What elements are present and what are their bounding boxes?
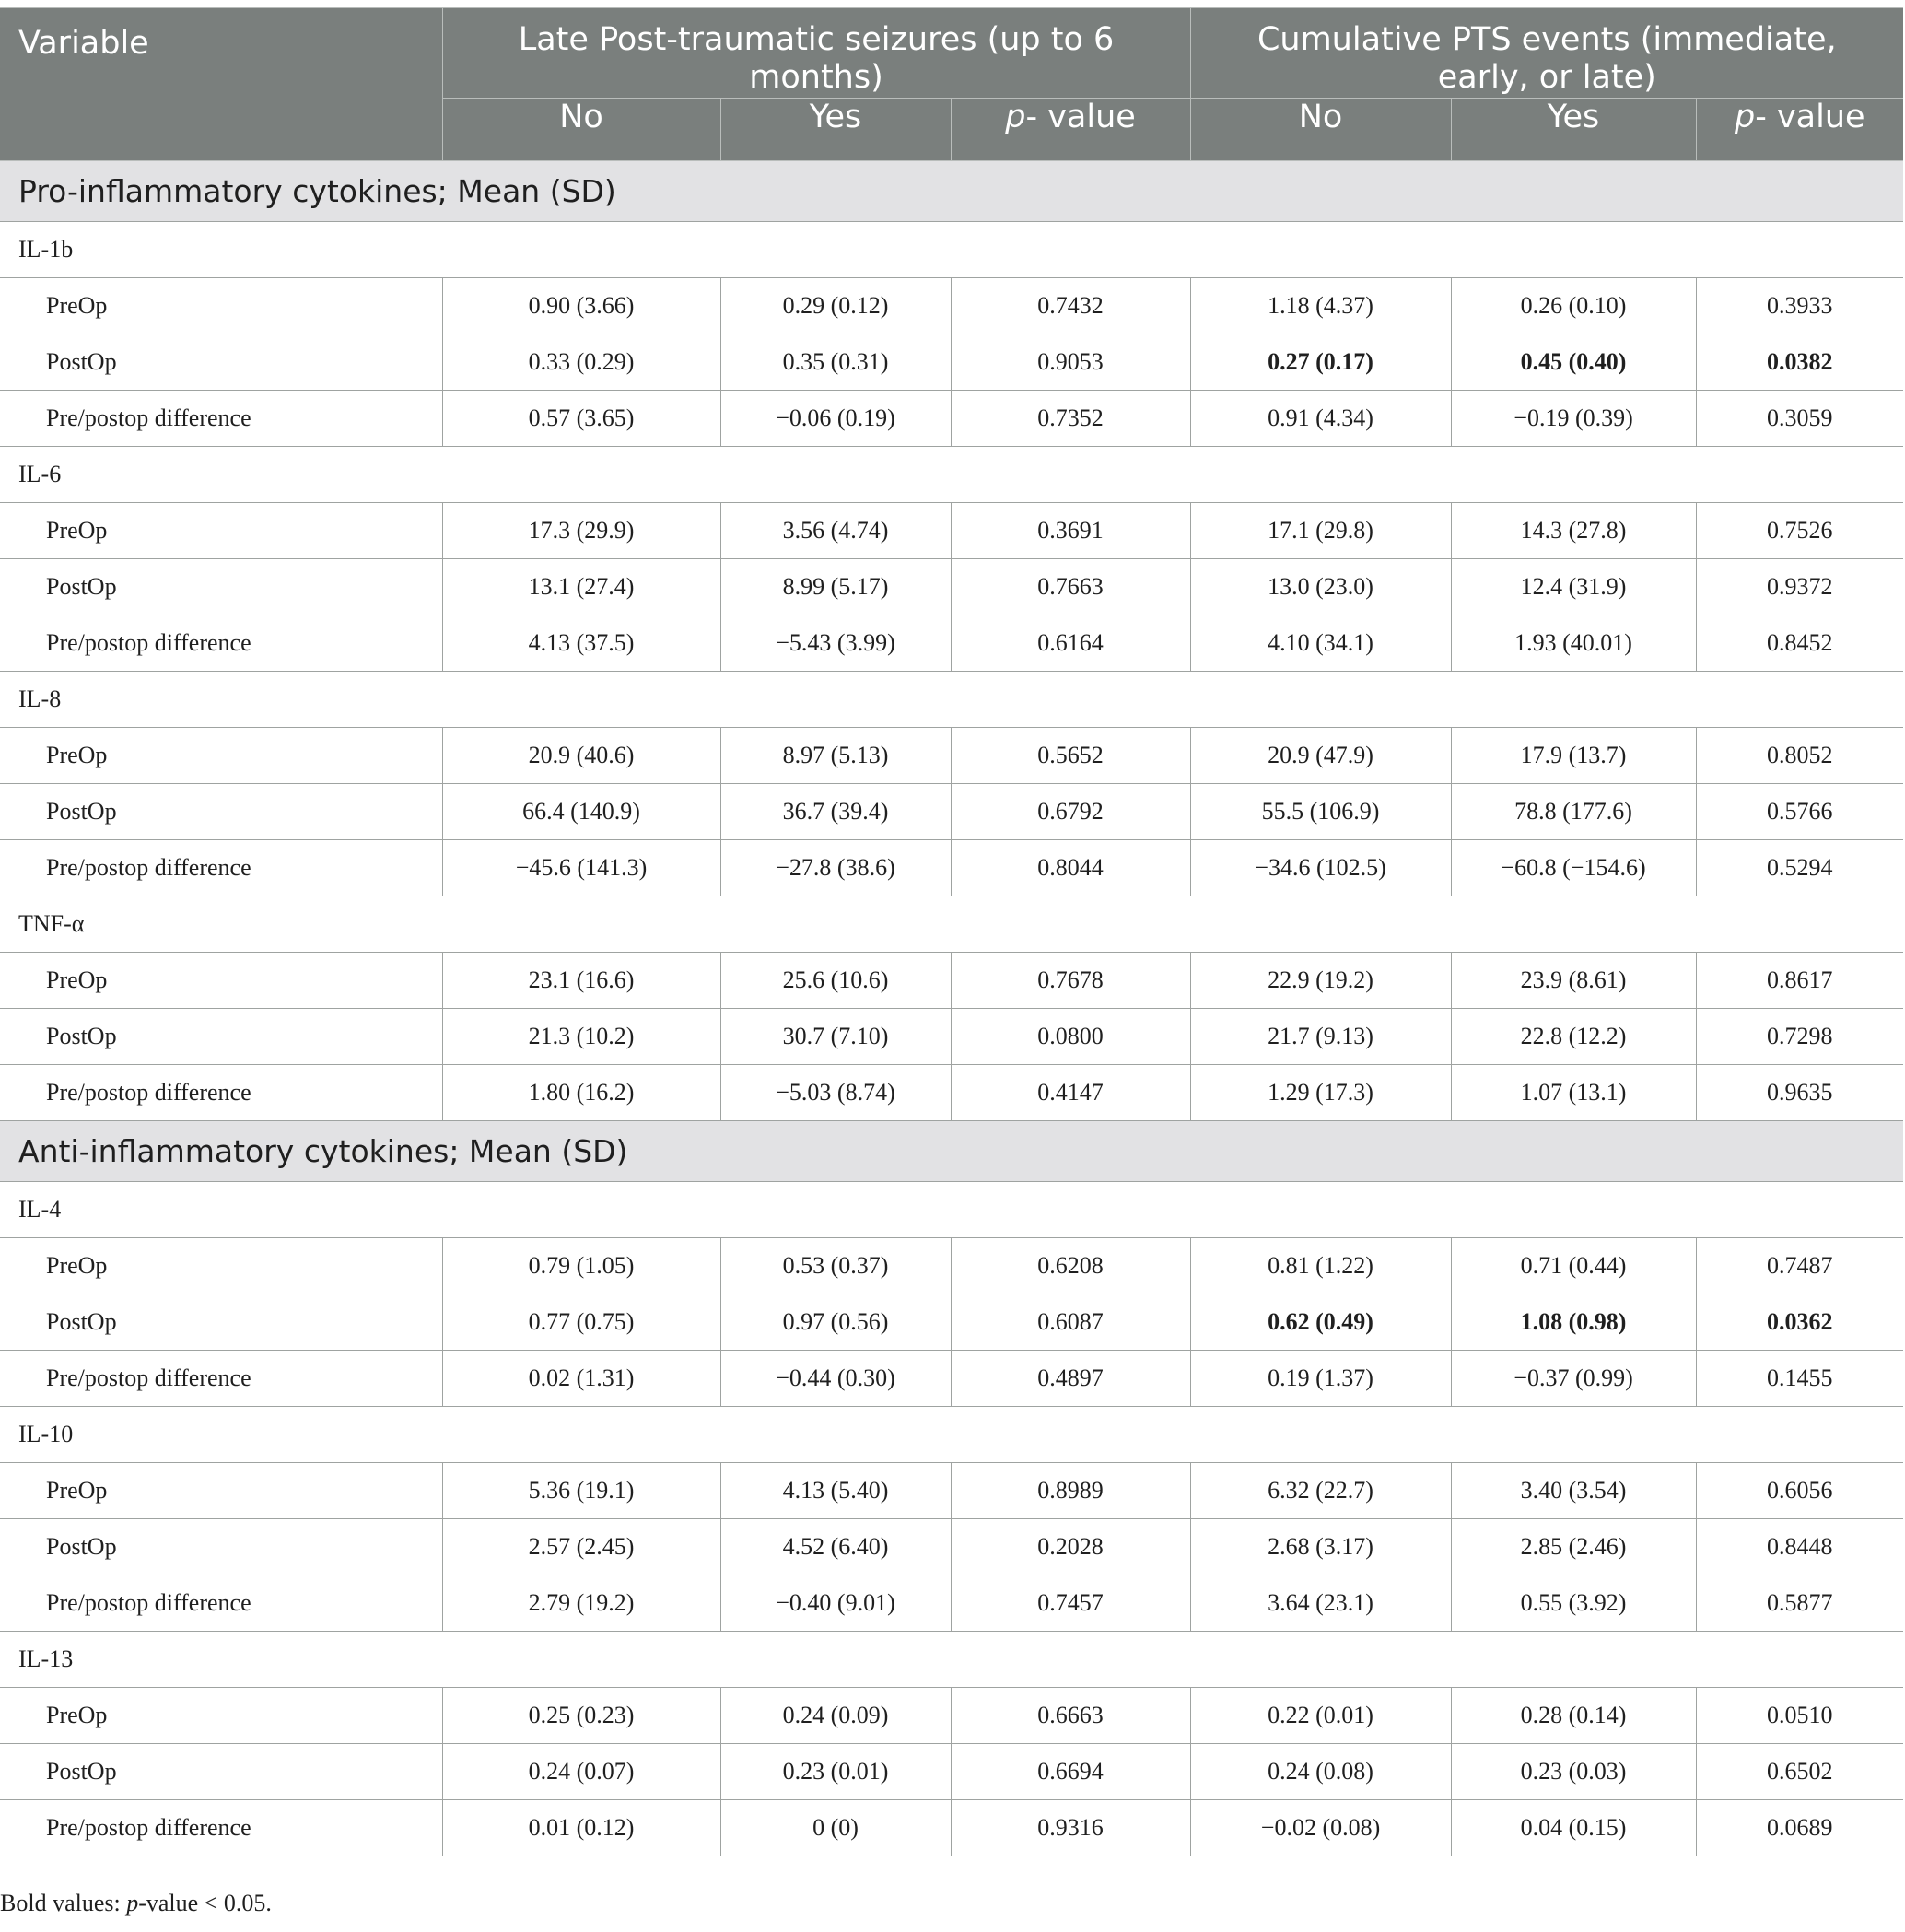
- value-cell: 3.64 (23.1): [1190, 1575, 1451, 1632]
- p-value-cell: 0.5877: [1696, 1575, 1903, 1632]
- p-value-cell: 0.8448: [1696, 1519, 1903, 1575]
- value-cell: 20.9 (40.6): [442, 728, 720, 784]
- value-cell: 0.22 (0.01): [1190, 1688, 1451, 1744]
- value-cell: 4.13 (5.40): [720, 1463, 951, 1519]
- header-cumulative-pts: Cumulative PTS events (immediate, early, or late): [1190, 8, 1903, 99]
- table-row: [0, 1065, 1903, 1121]
- p-value-cell: 0.7678: [951, 953, 1190, 1009]
- value-cell: 17.9 (13.7): [1451, 728, 1696, 784]
- value-cell: 0.25 (0.23): [442, 1688, 720, 1744]
- value-cell: 1.08 (0.98): [1451, 1294, 1696, 1351]
- value-cell: 13.1 (27.4): [442, 559, 720, 615]
- value-cell: −34.6 (102.5): [1190, 840, 1451, 896]
- value-cell: 2.85 (2.46): [1451, 1519, 1696, 1575]
- p-value-cell: 0.0382: [1696, 334, 1903, 391]
- row-label: PostOp: [0, 1009, 442, 1065]
- value-cell: −0.44 (0.30): [720, 1351, 951, 1407]
- p-value-cell: 0.3933: [1696, 278, 1903, 334]
- value-cell: 2.79 (19.2): [442, 1575, 720, 1632]
- p-value-cell: 0.7352: [951, 391, 1190, 447]
- table-row: [0, 1238, 1903, 1294]
- table-body: [0, 161, 1903, 1856]
- table-row: [0, 953, 1903, 1009]
- p-value-cell: 0.8989: [951, 1463, 1190, 1519]
- section-header-row: [0, 161, 1903, 222]
- value-cell: 36.7 (39.4): [720, 784, 951, 840]
- p-value-cell: 0.9635: [1696, 1065, 1903, 1121]
- p-value-cell: 0.5766: [1696, 784, 1903, 840]
- value-cell: 0.24 (0.09): [720, 1688, 951, 1744]
- p-value-cell: 0.7487: [1696, 1238, 1903, 1294]
- section-title: Anti-inflammatory cytokines; Mean (SD): [0, 1121, 1903, 1182]
- value-cell: −0.19 (0.39): [1451, 391, 1696, 447]
- value-cell: 1.07 (13.1): [1451, 1065, 1696, 1121]
- value-cell: −0.40 (9.01): [720, 1575, 951, 1632]
- p-value-cell: 0.9316: [951, 1800, 1190, 1856]
- p-value-cell: 0.4147: [951, 1065, 1190, 1121]
- table-row: [0, 1351, 1903, 1407]
- value-cell: −45.6 (141.3): [442, 840, 720, 896]
- cytokine-name: IL-8: [0, 672, 1903, 728]
- cytokine-name: IL-1b: [0, 222, 1903, 278]
- row-label: Pre/postop difference: [0, 1575, 442, 1632]
- value-cell: 14.3 (27.8): [1451, 503, 1696, 559]
- table-row: [0, 334, 1903, 391]
- p-value-cell: 0.0510: [1696, 1688, 1903, 1744]
- value-cell: 0.19 (1.37): [1190, 1351, 1451, 1407]
- value-cell: 20.9 (47.9): [1190, 728, 1451, 784]
- value-cell: 17.1 (29.8): [1190, 503, 1451, 559]
- row-label: Pre/postop difference: [0, 1800, 442, 1856]
- p-value-cell: 0.6502: [1696, 1744, 1903, 1800]
- value-cell: 0.24 (0.08): [1190, 1744, 1451, 1800]
- table-row: [0, 615, 1903, 672]
- value-cell: 1.93 (40.01): [1451, 615, 1696, 672]
- value-cell: 0.90 (3.66): [442, 278, 720, 334]
- value-cell: 8.99 (5.17): [720, 559, 951, 615]
- cytokine-row: [0, 1182, 1903, 1238]
- row-label: PreOp: [0, 1238, 442, 1294]
- p-value-cell: 0.4897: [951, 1351, 1190, 1407]
- value-cell: 0.62 (0.49): [1190, 1294, 1451, 1351]
- value-cell: 13.0 (23.0): [1190, 559, 1451, 615]
- value-cell: 0.04 (0.15): [1451, 1800, 1696, 1856]
- table-row: [0, 559, 1903, 615]
- value-cell: 0.23 (0.01): [720, 1744, 951, 1800]
- value-cell: −5.43 (3.99): [720, 615, 951, 672]
- value-cell: 25.6 (10.6): [720, 953, 951, 1009]
- value-cell: 0.45 (0.40): [1451, 334, 1696, 391]
- p-value-cell: 0.6087: [951, 1294, 1190, 1351]
- value-cell: 2.57 (2.45): [442, 1519, 720, 1575]
- row-label: PostOp: [0, 1744, 442, 1800]
- p-value-cell: 0.7526: [1696, 503, 1903, 559]
- value-cell: 1.29 (17.3): [1190, 1065, 1451, 1121]
- row-label: PostOp: [0, 559, 442, 615]
- p-value-cell: 0.6792: [951, 784, 1190, 840]
- header-no: No: [442, 99, 720, 161]
- value-cell: 4.10 (34.1): [1190, 615, 1451, 672]
- row-label: Pre/postop difference: [0, 1065, 442, 1121]
- value-cell: 8.97 (5.13): [720, 728, 951, 784]
- row-label: Pre/postop difference: [0, 840, 442, 896]
- table-row: [0, 1463, 1903, 1519]
- row-label: PreOp: [0, 503, 442, 559]
- value-cell: 17.3 (29.9): [442, 503, 720, 559]
- value-cell: 0.24 (0.07): [442, 1744, 720, 1800]
- table-row: [0, 728, 1903, 784]
- p-value-cell: 0.0800: [951, 1009, 1190, 1065]
- value-cell: 0.57 (3.65): [442, 391, 720, 447]
- section-title: Pro-inflammatory cytokines; Mean (SD): [0, 161, 1903, 222]
- p-value-cell: 0.6663: [951, 1688, 1190, 1744]
- p-value-cell: 0.3691: [951, 503, 1190, 559]
- value-cell: −5.03 (8.74): [720, 1065, 951, 1121]
- cytokine-row: [0, 896, 1903, 953]
- header-no: No: [1190, 99, 1451, 161]
- value-cell: 5.36 (19.1): [442, 1463, 720, 1519]
- value-cell: 22.8 (12.2): [1451, 1009, 1696, 1065]
- value-cell: 23.1 (16.6): [442, 953, 720, 1009]
- value-cell: −27.8 (38.6): [720, 840, 951, 896]
- section-header-row: [0, 1121, 1903, 1182]
- table-row: [0, 278, 1903, 334]
- value-cell: 0.71 (0.44): [1451, 1238, 1696, 1294]
- cytokine-name: IL-13: [0, 1632, 1903, 1688]
- value-cell: 23.9 (8.61): [1451, 953, 1696, 1009]
- p-value-cell: 0.5652: [951, 728, 1190, 784]
- value-cell: 0.79 (1.05): [442, 1238, 720, 1294]
- p-value-cell: 0.9372: [1696, 559, 1903, 615]
- value-cell: 4.13 (37.5): [442, 615, 720, 672]
- cytokine-row: [0, 447, 1903, 503]
- cytokine-row: [0, 1632, 1903, 1688]
- value-cell: 0.26 (0.10): [1451, 278, 1696, 334]
- value-cell: 0.23 (0.03): [1451, 1744, 1696, 1800]
- value-cell: 22.9 (19.2): [1190, 953, 1451, 1009]
- value-cell: −0.37 (0.99): [1451, 1351, 1696, 1407]
- cytokine-row: [0, 1407, 1903, 1463]
- cytokine-table: [0, 7, 1903, 1856]
- value-cell: 1.80 (16.2): [442, 1065, 720, 1121]
- p-value-cell: 0.8052: [1696, 728, 1903, 784]
- table-row: [0, 1688, 1903, 1744]
- header-yes: Yes: [720, 99, 951, 161]
- value-cell: 0.97 (0.56): [720, 1294, 951, 1351]
- p-value-cell: 0.8044: [951, 840, 1190, 896]
- p-value-cell: 0.3059: [1696, 391, 1903, 447]
- table-row: [0, 784, 1903, 840]
- row-label: PreOp: [0, 953, 442, 1009]
- value-cell: 0.55 (3.92): [1451, 1575, 1696, 1632]
- p-value-cell: 0.9053: [951, 334, 1190, 391]
- cytokine-name: TNF-α: [0, 896, 1903, 953]
- value-cell: −0.02 (0.08): [1190, 1800, 1451, 1856]
- value-cell: 3.40 (3.54): [1451, 1463, 1696, 1519]
- value-cell: 0.81 (1.22): [1190, 1238, 1451, 1294]
- value-cell: 0.27 (0.17): [1190, 334, 1451, 391]
- row-label: PreOp: [0, 1463, 442, 1519]
- p-value-cell: 0.7432: [951, 278, 1190, 334]
- value-cell: 21.3 (10.2): [442, 1009, 720, 1065]
- row-label: PostOp: [0, 1294, 442, 1351]
- p-value-cell: 0.8617: [1696, 953, 1903, 1009]
- value-cell: 12.4 (31.9): [1451, 559, 1696, 615]
- p-value-cell: 0.1455: [1696, 1351, 1903, 1407]
- table-row: [0, 1575, 1903, 1632]
- p-value-cell: 0.6056: [1696, 1463, 1903, 1519]
- p-value-cell: 0.7663: [951, 559, 1190, 615]
- row-label: Pre/postop difference: [0, 391, 442, 447]
- value-cell: 6.32 (22.7): [1190, 1463, 1451, 1519]
- header-p-value: p- value: [951, 99, 1190, 161]
- cytokine-row: [0, 222, 1903, 278]
- table-header: [0, 8, 1903, 161]
- value-cell: 0.53 (0.37): [720, 1238, 951, 1294]
- table-row: [0, 391, 1903, 447]
- p-value-cell: 0.8452: [1696, 615, 1903, 672]
- value-cell: 0.02 (1.31): [442, 1351, 720, 1407]
- value-cell: 21.7 (9.13): [1190, 1009, 1451, 1065]
- row-label: PreOp: [0, 1688, 442, 1744]
- table-row: [0, 1519, 1903, 1575]
- value-cell: 66.4 (140.9): [442, 784, 720, 840]
- p-value-cell: 0.7298: [1696, 1009, 1903, 1065]
- row-label: PostOp: [0, 784, 442, 840]
- cytokine-name: IL-4: [0, 1182, 1903, 1238]
- p-value-cell: 0.0362: [1696, 1294, 1903, 1351]
- table-row: [0, 840, 1903, 896]
- row-label: Pre/postop difference: [0, 615, 442, 672]
- row-label: PreOp: [0, 278, 442, 334]
- table-row: [0, 1009, 1903, 1065]
- value-cell: 0.77 (0.75): [442, 1294, 720, 1351]
- cytokine-name: IL-10: [0, 1407, 1903, 1463]
- value-cell: 4.52 (6.40): [720, 1519, 951, 1575]
- value-cell: 0.35 (0.31): [720, 334, 951, 391]
- p-value-cell: 0.6694: [951, 1744, 1190, 1800]
- value-cell: 30.7 (7.10): [720, 1009, 951, 1065]
- value-cell: 0.01 (0.12): [442, 1800, 720, 1856]
- value-cell: 0.91 (4.34): [1190, 391, 1451, 447]
- value-cell: 55.5 (106.9): [1190, 784, 1451, 840]
- p-value-cell: 0.7457: [951, 1575, 1190, 1632]
- table-row: [0, 1744, 1903, 1800]
- row-label: PreOp: [0, 728, 442, 784]
- header-p-value: p- value: [1696, 99, 1903, 161]
- value-cell: 0.28 (0.14): [1451, 1688, 1696, 1744]
- p-value-cell: 0.6208: [951, 1238, 1190, 1294]
- value-cell: 2.68 (3.17): [1190, 1519, 1451, 1575]
- row-label: PostOp: [0, 334, 442, 391]
- header-variable: Variable: [0, 8, 442, 161]
- value-cell: 78.8 (177.6): [1451, 784, 1696, 840]
- value-cell: 0.33 (0.29): [442, 334, 720, 391]
- p-value-cell: 0.2028: [951, 1519, 1190, 1575]
- header-yes: Yes: [1451, 99, 1696, 161]
- value-cell: 1.18 (4.37): [1190, 278, 1451, 334]
- value-cell: 0 (0): [720, 1800, 951, 1856]
- table-row: [0, 503, 1903, 559]
- p-value-cell: 0.5294: [1696, 840, 1903, 896]
- p-value-cell: 0.0689: [1696, 1800, 1903, 1856]
- p-value-cell: 0.6164: [951, 615, 1190, 672]
- table-row: [0, 1294, 1903, 1351]
- value-cell: 3.56 (4.74): [720, 503, 951, 559]
- value-cell: 0.29 (0.12): [720, 278, 951, 334]
- cytokine-row: [0, 672, 1903, 728]
- header-late-pts: Late Post-traumatic seizures (up to 6 months): [442, 8, 1190, 99]
- cytokine-name: IL-6: [0, 447, 1903, 503]
- footnote: Bold values: p-value < 0.05.: [0, 1890, 272, 1916]
- value-cell: −60.8 (−154.6): [1451, 840, 1696, 896]
- row-label: PostOp: [0, 1519, 442, 1575]
- value-cell: −0.06 (0.19): [720, 391, 951, 447]
- table-row: [0, 1800, 1903, 1856]
- row-label: Pre/postop difference: [0, 1351, 442, 1407]
